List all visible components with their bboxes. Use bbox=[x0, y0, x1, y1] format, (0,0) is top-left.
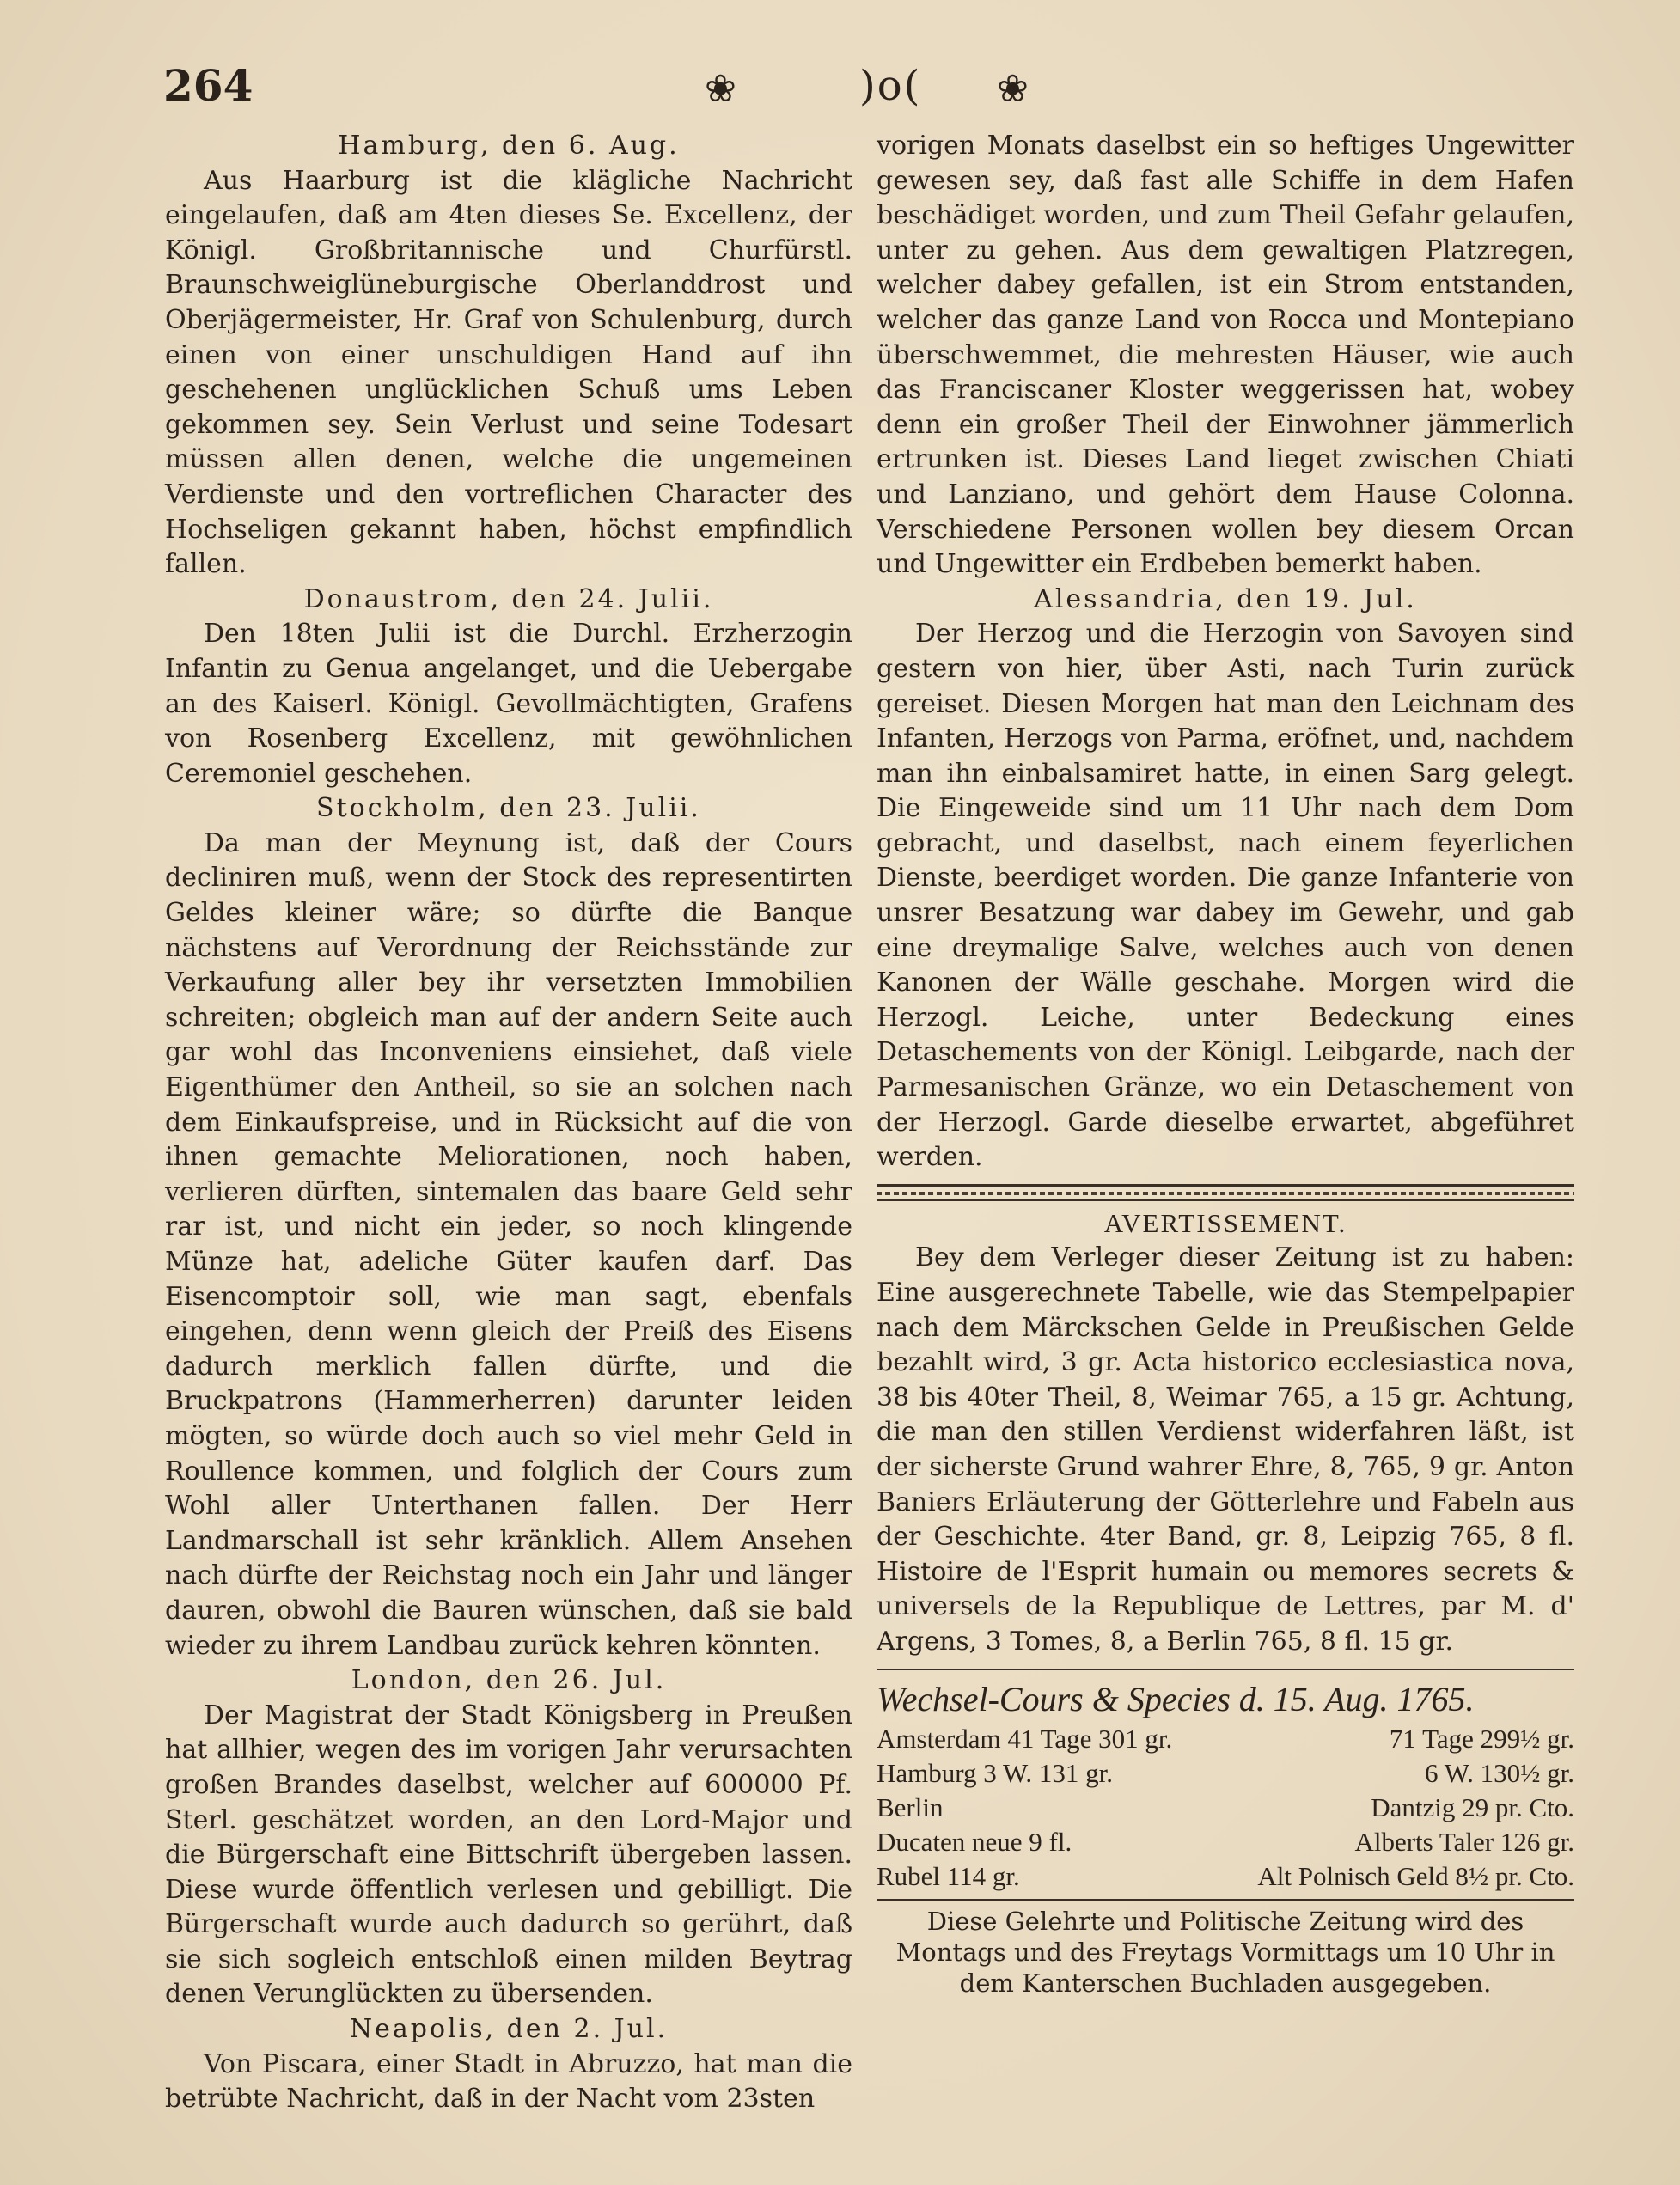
section-divider bbox=[877, 1184, 1574, 1201]
article-alessandria: Der Herzog und die Herzogin von Savoyen sind gestern von hier, über Asti, nach Turin zurück gereiset. Diesen Morgen hat man den Leichnam des Infanten, Herzogs von Parma, eröfnet, und, nachdem man ihn einbalsamiret hatte, in einen Sarg gelegt. Die Eingeweide sind um 11 Uhr nach dem Dom gebracht, und daselbst, nach einem feyerlichen Dienste, beerdiget worden. Die ganze Infanterie von unsrer Besatzung war dabey im Gewehr, und gab eine dreymalige Salve, welches auch von denen Kanonen der Wälle geschahe. Morgen wird die Herzogl. Leiche, unter Bedeckung eines Detaschements von der Königl. Leibgarde, nach der Parmesanischen Gränze, wo ein Detaschement von der Herzogl. Garde dieselbe erwartet, abgeführet werden. bbox=[877, 619, 1574, 1173]
right-column bbox=[877, 129, 1574, 1999]
exchange-row: Amsterdam 41 Tage 301 gr. 71 Tage 299½ gr. bbox=[877, 1723, 1574, 1754]
publication-note: Diese Gelehrte und Politische Zeitung wird des Montags und des Freytags Vormittags um 10 Uhr in dem Kanterschen Buchladen ausgegeben. bbox=[895, 1906, 1555, 1998]
article-hamburg: Aus Haarburg ist die klägliche Nachricht eingelaufen, daß am 4ten dieses Se. Excellenz, der Königl. Großbritannische und Churfürstl. Braunschweiglüneburgische Oberlanddrost und Oberjägermeister, Hr. Graf von Schulenburg, durch einen von einer unschuldigen Hand auf ihn geschehenen unglücklichen Schuß ums Leben gekommen sey. Sein Verlust und seine Todesart müssen allen denen, welche die ungemeinen Verdienste und den vortreflichen Character des Hochseligen gekannt haben, höchst empfindlich fallen. bbox=[165, 165, 852, 580]
dateline-stockholm: Stockholm, den 23. Julii. bbox=[316, 793, 701, 824]
shell-ornament-left-icon: ❀ bbox=[705, 67, 738, 111]
article-donaustrom: Den 18ten Julii ist die Durchl. Erzherzogin Infantin zu Genua angelanget, und die Uebergabe an des Kaiserl. Königl. Gevollmächtigten, Grafens von Rosenberg Excellenz, mit gewöhnlichen Ceremoniel geschehen. bbox=[165, 619, 852, 789]
footer-divider bbox=[877, 1899, 1574, 1901]
page-header bbox=[163, 60, 1568, 129]
page-number: 264 bbox=[163, 60, 254, 111]
article-neapolis: Von Piscara, einer Stadt in Abruzzo, hat man die betrübte Nachricht, daß in der Nacht vom 23sten bbox=[165, 2048, 852, 2115]
exchange-row: Hamburg 3 W. 131 gr. 6 W. 130½ gr. bbox=[877, 1757, 1574, 1788]
article-stockholm: Da man der Meynung ist, daß der Cours decliniren muß, wenn der Stock des representirten Geldes kleiner wäre; so dürfte die Banque nächstens auf Verordnung der Reichsstände zur Verkaufung aller bey ihr versetzten Immobilien schreiten; obgleich man auf der andern Seite auch gar wohl das Inconveniens einsiehet, daß viele Eigenthümer den Antheil, so sie an solchen nach dem Einkaufspreise, und in Rücksicht auf die von ihnen gemachte Meliorationen, noch haben, verlieren dürften, sintemalen das baare Geld sehr rar ist, und nicht ein jeder, so noch klingende Münze hat, adeliche Güter kaufen darf. Das Eisencomptoir soll, wie man sagt, ebenfals eingehen, denn wenn gleich der Preiß des Eisens dadurch merklich fallen dürfte, und die Bruckpatrons (Hammerherren) darunter leiden mögten, so würde doch auch so viel mehr Geld in Roullence kommen, und folglich der Cours zum Wohl aller Unterthanen fallen. Der Herr Landmarschall ist sehr kränklich. Allem Ansehen nach dürfte der Reichstag noch ein Jahr und länger dauren, obwohl die Bauren wünschen, daß sie bald wieder zu ihrem Landbau zurück kehren könnten. bbox=[165, 827, 852, 1661]
left-column bbox=[165, 129, 852, 2117]
exchange-row: Rubel 114 gr. Alt Polnisch Geld 8½ pr. Cto. bbox=[877, 1860, 1574, 1891]
exchange-title: Wechsel-Cours & Species d. 15. Aug. 1765. bbox=[877, 1679, 1475, 1718]
dateline-donaustrom: Donaustrom, den 24. Julii. bbox=[303, 583, 714, 614]
advertisement-text: Bey dem Verleger dieser Zeitung ist zu haben: Eine ausgerechnete Tabelle, wie das Stempelpapier nach dem Märckschen Gelde in Preußischen Gelde bezahlt wird, 3 gr. Acta historico ecclesiastica nova, 38 bis 40ter Theil, 8, Weimar 765, a 15 gr. Achtung, die man den stillen Verdienst widerfahren läßt, ist der sicherste Grund wahrer Ehre, 8, 765, 9 gr. Anton Baniers Erläuterung der Götterlehre und Fabeln aus der Geschichte. 4ter Band, gr. 8, Leipzig 765, 8 fl. Histoire de l'Esprit humain ou memores secrets & universels de la Republique de Lettres, par M. d' Argens, 3 Tomes, 8, a Berlin 765, 8 fl. 15 gr. bbox=[877, 1242, 1574, 1657]
exchange-table bbox=[877, 1722, 1574, 1894]
exchange-row: Berlin Dantzig 29 pr. Cto. bbox=[877, 1791, 1574, 1822]
dateline-hamburg: Hamburg, den 6. Aug. bbox=[338, 131, 680, 161]
shell-ornament-right-icon: ❀ bbox=[997, 67, 1030, 111]
exchange-row: Ducaten neue 9 fl. Alberts Taler 126 gr. bbox=[877, 1826, 1574, 1857]
dateline-london: London, den 26. Jul. bbox=[351, 1665, 667, 1696]
article-london: Der Magistrat der Stadt Königsberg in Preußen hat allhier, wegen des im vorigen Jahr verursachten großen Brandes daselbst, welcher auf 600000 Pf. Sterl. geschätzet worden, an den Lord-Major und die Bürgerschaft eine Bittschrift übergeben lassen. Diese wurde öffentlich verlesen und gebilligt. Die Bürgerschaft wurde auch dadurch so gerührt, daß sie sich sogleich entschloß einen milden Beytrag denen Verunglückten zu übersenden. bbox=[165, 1700, 852, 2010]
exchange-divider bbox=[877, 1669, 1574, 1670]
dateline-neapolis: Neapolis, den 2. Jul. bbox=[349, 2014, 669, 2045]
center-ornament-icon: )o( bbox=[859, 62, 922, 110]
advertisement-title: AVERTISSEMENT. bbox=[1103, 1207, 1347, 1238]
dateline-alessandria: Alessandria, den 19. Jul. bbox=[1034, 583, 1417, 614]
article-neapolis-continued: vorigen Monats daselbst ein so heftiges Ungewitter gewesen sey, daß fast alle Schiffe in dem Hafen beschädiget worden, und zum Theil Gefahr gelaufen, unter zu gehen. Aus dem gewaltigen Platzregen, welcher dabey gefallen, ist ein Strom entstanden, welcher das ganze Land von Rocca und Montepiano überschwemmet, die mehresten Häuser, wie auch das Franciscaner Kloster weggerissen hat, wobey denn ein großer Theil der Einwohner jämmerlich ertrunken ist. Dieses Land lieget zwischen Chiati und Lanziano, und gehört dem Hause Colonna. Verschiedene Personen wollen bey diesem Orcan und Ungewitter ein Erdbeben bemerkt haben. bbox=[877, 131, 1574, 580]
